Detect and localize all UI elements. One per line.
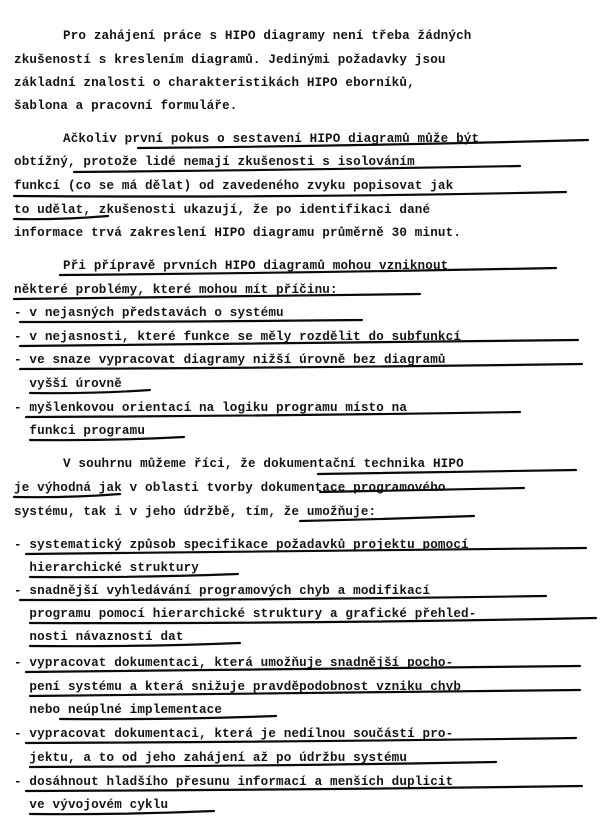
text-line: Při přípravě prvních HIPO diagramů mohou vzniknout — [63, 259, 449, 273]
list-item: - ve snaze vypracovat diagramy nižší úrovně bez diagramů — [14, 353, 446, 367]
text-line: systému, tak i v jeho údržbě, tím, že umožňuje: — [14, 505, 377, 519]
text-line: je výhodná jak v oblasti tvorby dokumentace programového — [14, 481, 446, 495]
list-item: - myšlenkovou orientací na logiku programu místo na — [14, 401, 408, 415]
list-item: jektu, a to od jeho zahájení až po údržbu systému — [14, 751, 408, 765]
list-item: pení systému a která snižuje pravděpodobnost vzniku chyb — [14, 680, 462, 694]
text-line: informace trvá zakreslení HIPO diagramu průměrně 30 minut. — [14, 226, 462, 240]
list-item: - v nejasnosti, které funkce se měly rozdělit do subfunkcí — [14, 330, 462, 344]
text-line: Ačkoliv první pokus o sestavení HIPO diagramů může být — [63, 132, 480, 146]
text-line: Pro zahájení práce s HIPO diagramy není třeba žádných — [63, 29, 472, 43]
list-item: - vypracovat dokumentaci, která umožňuje snadnější pocho- — [14, 656, 454, 670]
list-item: hierarchické struktury — [14, 561, 199, 575]
list-item: funkci programu — [14, 424, 146, 438]
list-item: programu pomocí hierarchické struktury a grafické přehled- — [14, 607, 477, 621]
text-line: některé problémy, které mohou mít příčinu: — [14, 283, 338, 297]
list-item: nosti návazností dat — [14, 630, 184, 644]
text-line: šablona a pracovní formuláře. — [14, 99, 238, 113]
list-item: ve vývojovém cyklu — [14, 798, 169, 812]
text-line: zkušeností s kreslením diagramů. Jedinými požadavky jsou — [14, 53, 446, 67]
list-item: - systematický způsob specifikace požadavků projektu pomocí — [14, 538, 469, 552]
text-line: V souhrnu můžeme říci, že dokumentační technika HIPO — [63, 457, 464, 471]
list-item: - v nejasných představách o systému — [14, 306, 284, 320]
list-item: - snadnější vyhledávání programových chyb a modifikací — [14, 584, 431, 598]
text-line: základní znalosti o charakteristikách HIPO eborníků, — [14, 76, 415, 90]
text-line: obtížný, protože lidé nemají zkušenosti s isolováním — [14, 155, 415, 169]
list-item: vyšší úrovně — [14, 377, 122, 391]
text-line: to udělat, zkušenosti ukazují, že po identifikaci dané — [14, 203, 431, 217]
list-item: - dosáhnout hladšího přesunu informací a menších duplicit — [14, 775, 454, 789]
list-item: - vypracovat dokumentaci, která je nedílnou součástí pro- — [14, 727, 454, 741]
list-item: nebo neúplné implementace — [14, 703, 223, 717]
text-line: funkcí (co se má dělat) od zavedeného zvyku popisovat jak — [14, 179, 454, 193]
